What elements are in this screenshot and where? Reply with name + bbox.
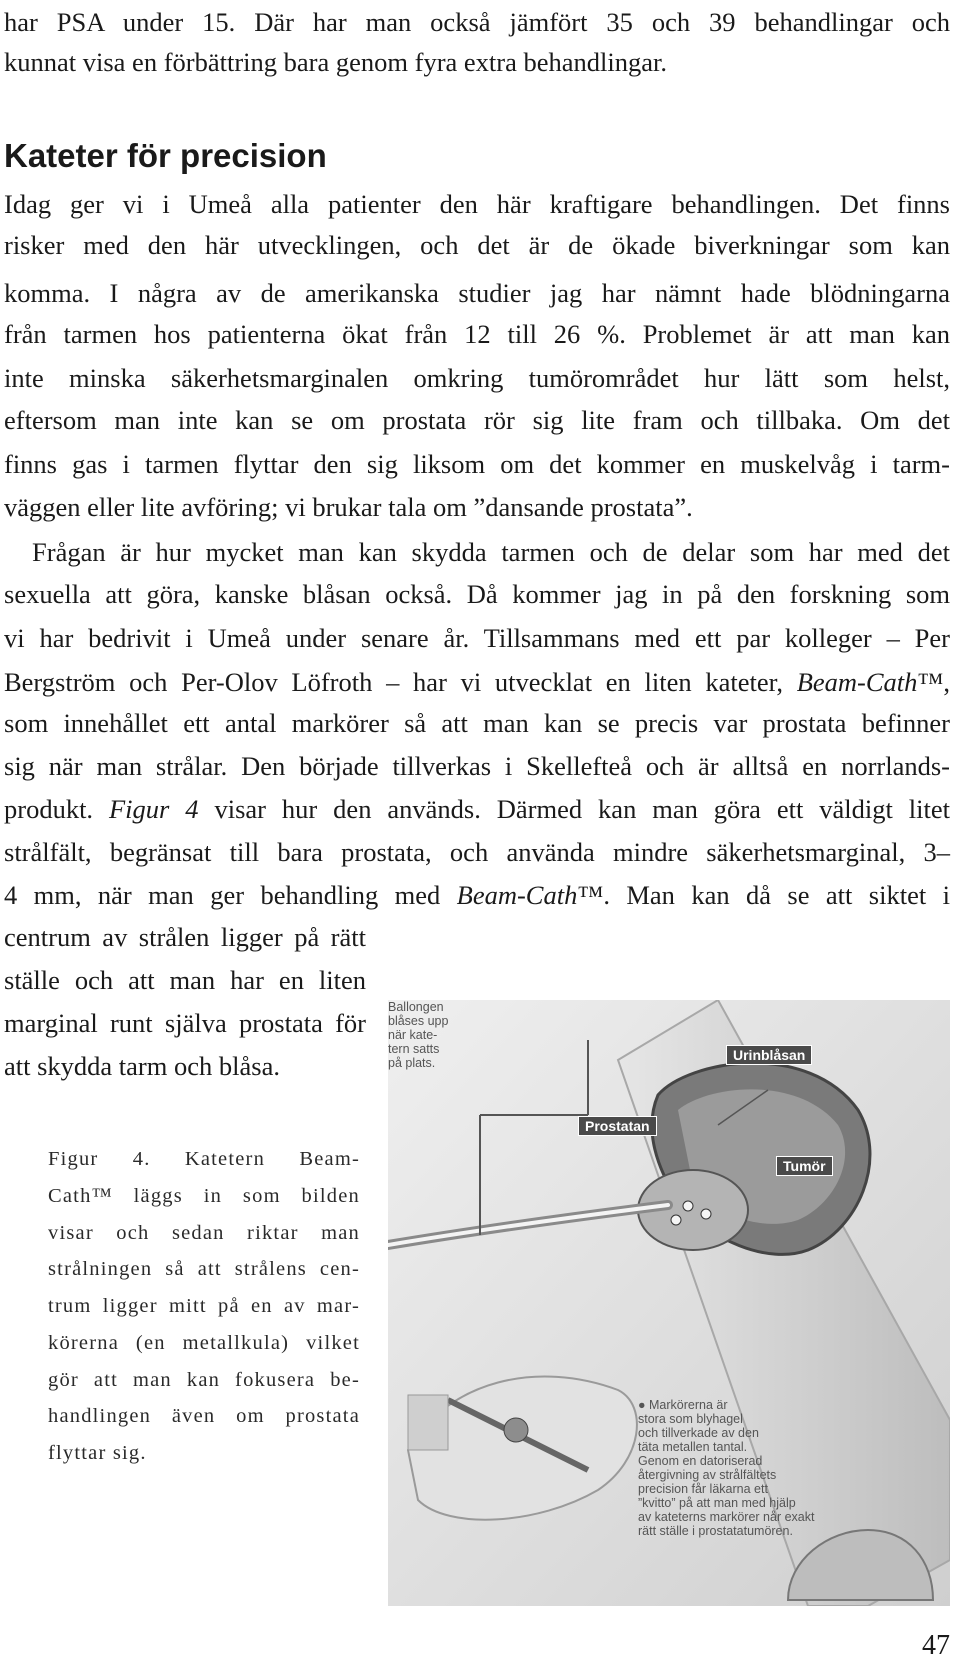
body-line: Idag ger vi i Umeå alla patienter den här kraftigare behandlingen. Det finns xyxy=(4,189,950,219)
catheter-illustration xyxy=(388,1000,950,1606)
body-line xyxy=(4,873,950,917)
body-line: eftersom man inte kan se om prostata rör sig lite fram och tillbaka. Om det xyxy=(4,405,950,435)
package-shape xyxy=(408,1395,448,1450)
body-line xyxy=(4,787,950,831)
body-line: har PSA under 15. Där har man också jämfört 35 och 39 behandlingar och xyxy=(4,7,950,37)
label-tumor: Tumör xyxy=(776,1156,833,1176)
product-name: Beam-Cath xyxy=(796,667,918,697)
figure-caption-line: Cath™ läggs in som bilden xyxy=(48,1185,360,1207)
body-line: från tarmen hos patienterna ökat från 12 till 26 %. Problemet är att man kan xyxy=(4,319,950,349)
figure-caption-line: handlingen även om prostata xyxy=(48,1405,360,1427)
body-line: centrum av strålen ligger på rätt xyxy=(4,922,366,952)
body-line: att skydda tarm och blåsa. xyxy=(4,1051,280,1081)
label-urinblasan: Urinblåsan xyxy=(726,1045,812,1065)
body-line: strålfält, begränsat till bara prostata, och använda mindre säkerhetsmarginal, 3– xyxy=(4,837,950,867)
body-line: sexuella att göra, kanske blåsan också. Då kommer jag in på den forskning som xyxy=(4,579,950,609)
text-run: Bergström och Per-Olov Löfroth – har vi utvecklat en liten kateter, xyxy=(4,667,797,697)
text-run: ™, xyxy=(917,667,950,697)
section-heading: Kateter för precision xyxy=(4,137,327,174)
figure-caption-line: flyttar sig. xyxy=(48,1442,147,1464)
figure-caption-line: körerna (en metallkula) vilket xyxy=(48,1332,360,1354)
body-line: risker med den här utvecklingen, och det är de ökade biverkningar som kan xyxy=(4,230,950,260)
body-line: komma. I några av de amerikanska studier jag har nämnt hade blödningarna xyxy=(4,278,950,308)
body-line: inte minska säkerhetsmarginalen omkring tumörområdet hur lätt som helst, xyxy=(4,363,950,393)
text-run: ™. Man kan då se att siktet i xyxy=(577,880,950,910)
text-run: visar hur den används. Därmed kan man göra ett väldigt litet xyxy=(198,794,950,824)
text-run: 4 mm, när man ger behandling med xyxy=(4,880,457,910)
figure-caption-line: Figur 4. Katetern Beam- xyxy=(48,1148,360,1170)
markers-note: ● Markörerna är stora som blyhagel och tillverkade av den täta metallen tantal. Genom en datoriserad återgivning av strålfältets precision får läkarna ett ”kvitto” på att man med hjälp av kateterns markörer når exakt rätt ställe i prostatatumören. xyxy=(638,1398,815,1538)
figure-caption-line: gör att man kan fokusera be- xyxy=(48,1369,360,1391)
marker-dot xyxy=(701,1209,711,1219)
body-line: väggen eller lite avföring; vi brukar tala om ”dansande prostata”. xyxy=(4,492,693,522)
marker-dot xyxy=(671,1215,681,1225)
body-line: sig när man strålar. Den började tillverkas i Skellefteå och är alltså en norrlands- xyxy=(4,751,950,781)
figure-caption-line: visar och sedan riktar man xyxy=(48,1222,360,1244)
figure-caption-line: trum ligger mitt på en av mar- xyxy=(48,1295,360,1317)
balloon-note: Ballongen blåses upp när kate- tern satts på plats. xyxy=(388,1000,449,1070)
page-number: 47 xyxy=(922,1630,950,1661)
body-line: som innehållet ett antal markörer så att man kan se precis var prostata befinner xyxy=(4,708,950,738)
text-run: produkt. xyxy=(4,794,109,824)
product-name: Beam-Cath xyxy=(456,880,578,910)
balloon-valve xyxy=(504,1418,528,1442)
label-prostatan: Prostatan xyxy=(578,1116,657,1136)
body-line: vi har bedrivit i Umeå under senare år. Tillsammans med ett par kolleger – Per xyxy=(4,623,950,653)
body-line xyxy=(4,660,950,704)
figure-caption-line: strålningen så att strålens cen- xyxy=(48,1258,360,1280)
body-line: marginal runt själva prostata för xyxy=(4,1008,366,1038)
body-line: finns gas i tarmen flyttar den sig liksom om det kommer en muskelvåg i tarm- xyxy=(4,449,950,479)
body-line: Frågan är hur mycket man kan skydda tarmen och de delar som har med det xyxy=(32,537,950,567)
marker-dot xyxy=(683,1201,693,1211)
body-line: kunnat visa en förbättring bara genom fyra extra behandlingar. xyxy=(4,47,667,77)
figure-reference: Figur 4 xyxy=(109,794,199,824)
body-line: ställe och att man har en liten xyxy=(4,965,366,995)
